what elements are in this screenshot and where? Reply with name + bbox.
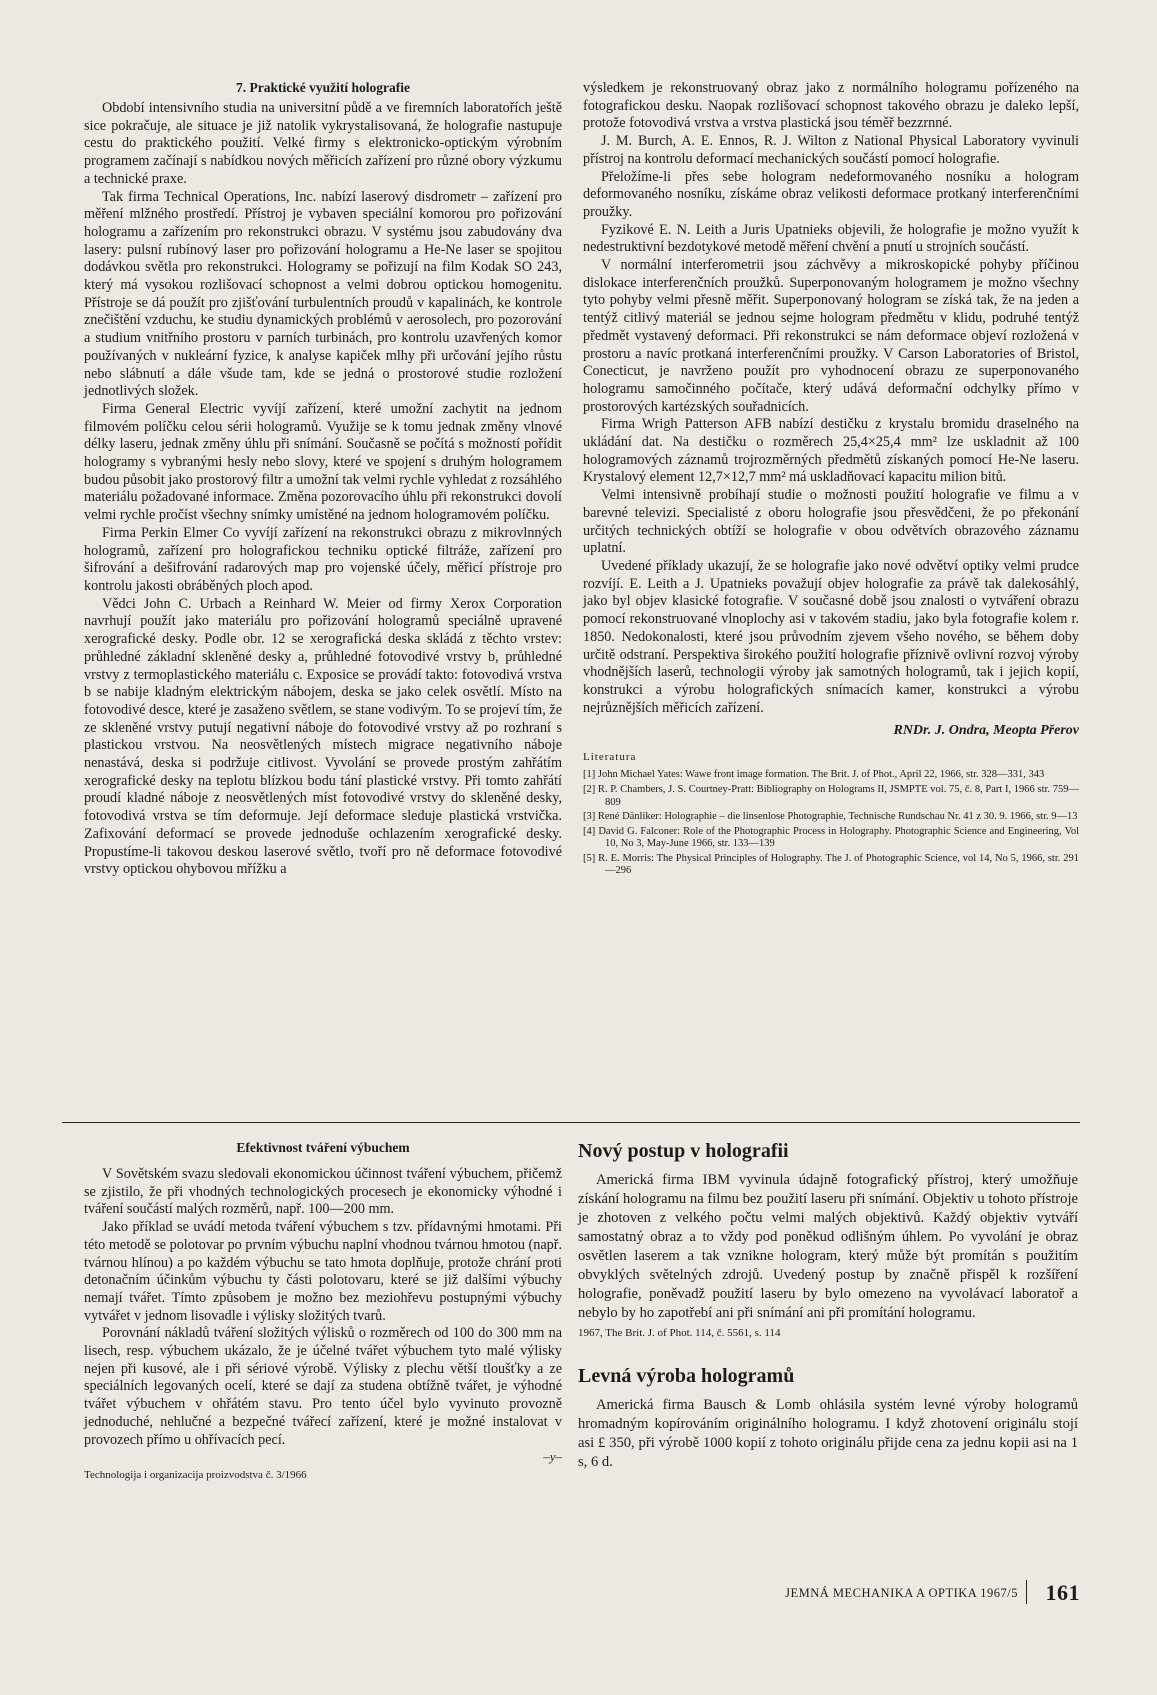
paragraph: Americká firma IBM vyvinula údajně fotografický přístroj, který umožňuje získání hologramu na filmu bez použití laseru při snímání. Objektiv u tohoto přístroje je zhotoven z velkého počtu velmi malých objektivů. Každý objektiv vytváří samostatný obraz a to vždy pod poněkud odlišným úhlem. Po vyvolání je obraz osvětlen laserem a tak vznikne hologram, který může být promítán s použitím obvyklých světelných zdrojů. Uvedený postup by značně přispěl k rozšíření holografie, poněvadž použití laseru by bylo omezeno na vyvolávací laboratoř a nebylo by ho zapotřebí ani při snímání ani při promítání hologramu. — [578, 1172, 1078, 1321]
paragraph: Firma Wrigh Patterson AFB nabízí destičku z krystalu bromidu draselného na ukládání dat. Na destičku o rozměrech 25,4×25,4 mm² lze uskladnit až 100 hologramových záznamů trojrozměrných předmětů získaných pomocí He-Ne laseru. Krystalový element 12,7×12,7 mm² má uskladňovací kapacitu milion bitů. — [583, 416, 1079, 486]
source-note: 1967, The Brit. J. of Phot. 114, č. 5561, s. 114 — [578, 1327, 781, 1339]
paragraph: Americká firma Bausch & Lomb ohlásila systém levné výroby hologramů hromadným kopírováním originálního hologramu. I když zhotovení originálu stojí asi £ 350, při výrobě 1000 kopií z tohoto originálu přijde cena za jednu kopii asi na 1 s, 6 d. — [578, 1397, 1078, 1470]
paragraph: Uvedené příklady ukazují, že se holografie jako nové odvětví optiky velmi prudce rozvíjí. E. Leith a J. Upatnieks považují objev holografie za právě tak dalekosáhlý, jako byl objev klasické fotografie. V současné době jsou znalosti o vytváření obrazu pomocí rekonstruované vlnoplochy asi v takovém stadiu, jako byla fotografie kolem r. 1850. Nedokonalosti, které jsou průvodním zjevem všeho nového, se během doby určitě odstraní. Perspektiva širokého použití holografie příznivě ovlivní rozvoj výroby vhodnějších laserů, technologii výroby jak samotných hologramů, tak i jejich kopií, konstrukci a výrobu holografických snímacích kamer, konstrukci a výrobu nejrůznějších měřicích zařízení. — [583, 557, 1079, 716]
paragraph: Firma Perkin Elmer Co vyvíjí zařízení na rekonstrukci obrazu z mikrovlnných hologramů, zařízení pro holografickou techniku optické filtráže, zařízení pro šifrování a dešifrování radarových map pro vojenské účely, měřicí přístroje pro kontrolu jakosti obráběných ploch apod. — [84, 524, 562, 594]
paragraph: Firma General Electric vyvíjí zařízení, které umožní zachytit na jednom filmovém políčku celou sérii hologramů. Využije se k tomu jednak změny vlnové délky laseru, jednak změny úhlu při snímání. Současně se počítá s možností pořídit hologramy s vybranými hesly nebo slovy, které ve spojení s druhým hologramem budou působit jako prostorový filtr a umožní tak velmi rychle vyhledat z rozsáhlého materiálu požadované informace. Změna pozorovacího úhlu při rekonstrukci dovolí velmi rychle pročíst všechny snímky umístěné na jednom hologramovém políčku. — [84, 400, 562, 524]
source-note: Technologija i organizacija proizvodstva č. 3/1966 — [84, 1469, 307, 1482]
reference-item: [4] David G. Falconer: Role of the Photographic Process in Holography. Photographic Science and Engineering, Vol 10, No 3, May-June 1966, str. 133—139 — [583, 825, 1079, 850]
section-title: Efektivnost tváření výbuchem — [236, 1140, 410, 1155]
page-number: 161 — [1045, 1580, 1080, 1605]
journal-name: JEMNÁ MECHANIKA A OPTIKA 1967/5 — [785, 1586, 1018, 1600]
paragraph: Velmi intensivně probíhají studie o možnosti použití holografie ve filmu a v barevné televizi. Specialisté z oboru holografie jsou přesvědčeni, že po překonání určitých technických obtíží se holografie v obou odvětvích obrazového záznamu uplatní. — [583, 487, 1079, 557]
paragraph: Vědci John C. Urbach a Reinhard W. Meier od firmy Xerox Corporation navrhují použít jako materiálu pro pořizování hologramů speciálně upravené xerografické desky. Podle obr. 12 se xerografická deska skládá z těchto vrstev: průhledné základní skleněné desky a, průhledné fotovodivé vrstvy b, průhledné vrstvy z termoplastického materiálu c. Exposice se provádí takto: fotovodivá vrstva b se nabije kladným elektrickým nábojem, deska se jako celek osvětlí. Místo na fotovodivé desce, které je zasaženo světlem, se stane vodivým. To se projeví tím, že ze skleněné vrstvy putují negativní náboje do fotovodivé vrstvy až po rozhraní s plastickou vrstvou. Na neosvětlených místech migrace negativního náboje nenastává, deska si podržuje citlivost. Vyvolání se provede prostým zahřátím xerografické desky na teplotu blízkou bodu tání plastické vrstvy. Při tomto zahřátí proudí kladné náboje z neosvětlených míst fotovodivé vrstvy do skleněné desky, fotovodivá vrstva se tím deformuje. Její deformace sleduje plastická vrstvička. Zafixování deformací se provede jednoduše ochlazením xerografické desky. Propustíme-li takovou deskou laserové světlo, tvoří pro ně deformace fotovodivé vrstvy optickou ohybovou mřížku a — [84, 595, 562, 878]
news-title-new-method: Nový postup v holografii — [578, 1140, 789, 1162]
article-holography-column-1 — [84, 80, 562, 879]
paragraph: V Sovětském svazu sledovali ekonomickou účinnost tváření výbuchem, přičemž se zjistilo, že při vhodných technologických procesech je ekonomicky výhodné i tváření součástí malých rozměrů, např. 100—200 mm. — [84, 1166, 562, 1218]
author-signature: –y– — [543, 1449, 562, 1465]
literature-heading: Literatura — [583, 751, 637, 764]
paragraph: výsledkem je rekonstruovaný obraz jako z normálního hologramu pořízeného na fotografickou desku. Naopak rozlišovací schopnost takového obrazu je daleko lepší, protože fotovodivá vrstva a vrstva plastická jsou téměř bezzrnné. — [583, 80, 1079, 132]
paragraph: Přeložíme-li přes sebe hologram nedeformovaného nosníku a hologram deformovaného nosníku, získáme obraz velikosti deformace protkaný interferenčními proužky. — [583, 168, 1079, 220]
news-title-cheap-holograms: Levná výroba hologramů — [578, 1365, 795, 1387]
section-divider — [62, 1122, 1080, 1123]
paragraph: Tak firma Technical Operations, Inc. nabízí laserový disdrometr – zařízení pro měření mlžného prostředí. Přístroj je vybaven speciální komorou pro pořizování hologramu a zařízením pro rekonstrukci obrazu. V systému jsou zabudovány dva lasery: pulsní rubínový laser pro pořizování hologramu a He-Ne laser se spojitou dodávkou světla pro rekonstrukci. Hologramy se pořizují na film Kodak SO 243, který má vysokou rozlišovací schopnost a velmi dobrou optickou homogenitu. Přístroje se dá použít pro zjišťování turbulentních proudů v kapalinách, ke kontrole znečištění vzduchu, ke studiu dynamických problémů v aerosolech, pro pozorování a studium vnitřního prostoru v parních turbinách, pro kontrolu uzavřených komor používaných v nukleární fyzice, k analyse kapiček mlhy při určování jejího růstu nebo slábnutí a dále všude tam, kde se jedná o prostorové studie rozložení jednotlivých složek. — [84, 188, 562, 400]
reference-item: [5] R. E. Morris: The Physical Principles of Holography. The J. of Photographic Science, vol 14, No 5, 1966, str. 291—296 — [583, 852, 1079, 877]
reference-list — [583, 769, 1079, 878]
section-title: 7. Praktické využití holografie — [236, 80, 410, 95]
author-signature: RNDr. J. Ondra, Meopta Přerov — [893, 723, 1079, 739]
paragraph: V normální interferometrii jsou záchvěvy a mikroskopické pohyby příčinou dislokace interferenčních proužků. Superponovaným hologramem je možno všechny tyto pohyby velmi přesně měřit. Superponovaný hologram se získá tak, že na jeden a tentýž citlivý materiál se jednou sejme hologram předmětu v klidu, podruhé tentýž předmět vystavený deformaci. Při rekonstrukci se nám deformace objeví rozložená v prostoru a navíc protkaná interferenčními proužky. V Carson Laboratories of Bristol, Conecticut, je navrženo použít pro vyhodnocení obrazu ze superponovaného hologramu samočinného počítače, který udává deformační odchylky přímo v prostorových kartézských souřadnicích. — [583, 257, 1079, 415]
paragraph: Porovnání nákladů tváření složitých výlisků o rozměrech od 100 do 300 mm na lisech, resp. výbuchem ukázalo, že je účelné tvářet výbuchem tyto malé výlisky nejen při kusové, ale i při sériové výrobě. Výlisky z plechu větší tloušťky a ze speciálních legovaných ocelí, které se dají za studena obtížně tvářet, je výhodné tvářet výbuchem v ohřátém stavu. Pro tento účel bylo vyvinuto provozně jednoduché, nehlučné a bezpečné tvářecí zařízení, které je možné instalovat v provozech přímo u ohřívacích pecí. — [84, 1325, 562, 1448]
paragraph: Období intensivního studia na universitní půdě a ve firemních laboratořích ještě sice pokračuje, ale situace je již natolik vykrystalisovaná, že holografie nastupuje cestu do praktického použití. Velké firmy s elektronicko-optickým výrobním programem začínají s nabídkou nových měřicích zařízení pro různé obory výzkumu a technické praxe. — [84, 100, 562, 187]
footer-separator — [1026, 1580, 1027, 1604]
reference-item: [2] R. P. Chambers, J. S. Courtney-Pratt: Bibliography on Holograms II, JSMPTE vol. 75, č. 8, Part I, 1966 str. 759—809 — [583, 783, 1079, 808]
paragraph: Jako příklad se uvádí metoda tváření výbuchem s tzv. přídavnými hmotami. Při této metodě se polotovar po prvním výbuchu naplní vhodnou tvárnou hmotou (např. tvárnou hlínou) a po každém výbuchu se tato hmota doplňuje, protože chrání proti detonačním účinkům výbuchu ty části polotovaru, které se již dalšími výbuchy nemají tvářet. Tímto způsobem je možno bez meziohřevu postupnými výbuchy vytvářet v jednom lisovadle i výlisky složitých tvarů. — [84, 1219, 562, 1324]
paragraph: Fyzikové E. N. Leith a Juris Upatnieks objevili, že holografie je možno využít k nedestruktivní bezdotykové metodě měření chvění a pnutí u strojních součástí. — [583, 221, 1079, 256]
paragraph: J. M. Burch, A. E. Ennos, R. J. Wilton z National Physical Laboratory vyvinuli přístroj na kontrolu deformací mechanických součástí pomocí holografie. — [583, 133, 1079, 167]
news-column — [578, 1140, 1078, 1472]
article-holography-column-2 — [583, 80, 1079, 880]
article-explosive-forming — [84, 1140, 562, 1481]
reference-item: [3] René Dänliker: Holographie – die linsenlose Photographie, Technische Rundschau Nr. 41 z 30. 9. 1966, str. 9—13 — [583, 811, 1078, 823]
reference-item: [1] John Michael Yates: Wawe front image formation. The Brit. J. of Phot., April 22, 1966, str. 328—331, 343 — [583, 769, 1045, 781]
